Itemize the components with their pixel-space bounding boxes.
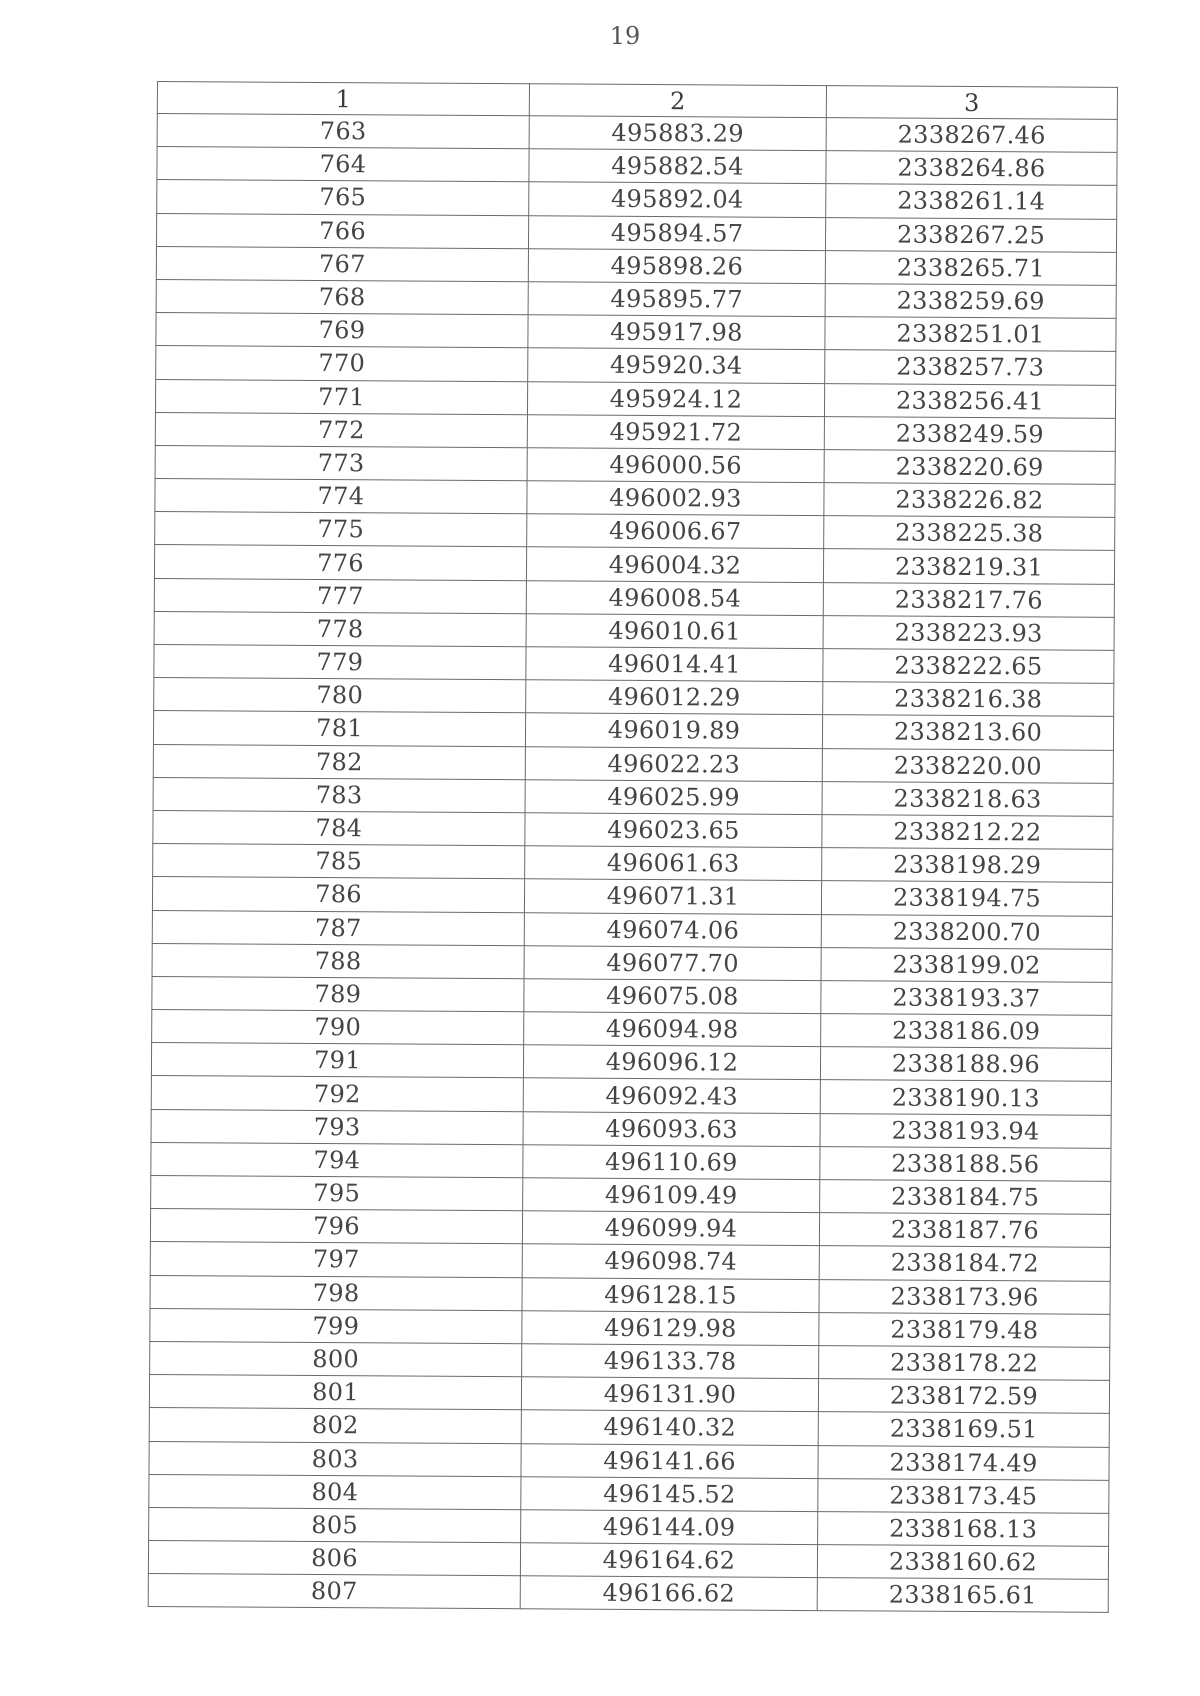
- point-number-cell: 764: [157, 147, 529, 182]
- coordinate-x-cell: 496098.74: [522, 1244, 819, 1279]
- point-number-cell: 767: [156, 246, 528, 281]
- coordinate-x-cell: 495895.77: [528, 282, 825, 317]
- point-number-cell: 802: [149, 1408, 521, 1443]
- point-number-cell: 791: [151, 1043, 523, 1078]
- coordinate-y-cell: 2338178.22: [819, 1346, 1110, 1381]
- coordinate-x-cell: 496093.63: [523, 1111, 820, 1146]
- coordinate-x-cell: 496019.89: [525, 713, 822, 748]
- coordinate-y-cell: 2338217.76: [823, 582, 1114, 617]
- coordinate-y-cell: 2338222.65: [823, 649, 1114, 684]
- point-number-cell: 800: [150, 1341, 522, 1376]
- coordinate-y-cell: 2338188.96: [820, 1047, 1111, 1082]
- point-number-cell: 772: [155, 412, 527, 447]
- coordinate-y-cell: 2338256.41: [824, 383, 1115, 418]
- point-number-cell: 785: [153, 844, 525, 879]
- page-number: 19: [609, 22, 641, 50]
- coordinate-x-cell: 496099.94: [522, 1211, 819, 1246]
- coordinate-y-cell: 2338179.48: [819, 1312, 1110, 1347]
- coordinate-x-cell: 496166.62: [520, 1576, 817, 1611]
- coordinate-x-cell: 496141.66: [521, 1443, 818, 1478]
- coordinate-y-cell: 2338169.51: [818, 1412, 1109, 1447]
- point-number-cell: 795: [151, 1175, 523, 1210]
- coordinate-y-cell: 2338218.63: [822, 781, 1113, 816]
- coordinate-table: [148, 81, 1118, 1613]
- coordinate-x-cell: 496008.54: [526, 580, 823, 615]
- coordinate-x-cell: 496077.70: [524, 945, 821, 980]
- coordinate-x-cell: 496061.63: [525, 846, 822, 881]
- point-number-cell: 779: [154, 644, 526, 679]
- coordinate-y-cell: 2338212.22: [822, 815, 1113, 850]
- coordinate-x-cell: 495917.98: [528, 315, 825, 350]
- coordinate-y-cell: 2338187.76: [819, 1213, 1110, 1248]
- coordinate-y-cell: 2338193.37: [821, 980, 1112, 1015]
- table-row: [148, 1574, 1108, 1613]
- coordinate-x-cell: 496004.32: [526, 547, 823, 582]
- coordinate-x-cell: 496133.78: [522, 1344, 819, 1379]
- point-number-cell: 796: [150, 1209, 522, 1244]
- coordinate-x-cell: 496023.65: [525, 813, 822, 848]
- point-number-cell: 787: [152, 910, 524, 945]
- coordinate-x-cell: 495892.04: [529, 182, 826, 217]
- point-number-cell: 770: [156, 346, 528, 381]
- coordinate-x-cell: 496144.09: [521, 1510, 818, 1545]
- coordinate-x-cell: 496074.06: [524, 912, 821, 947]
- coordinate-y-cell: 2338213.60: [822, 715, 1113, 750]
- coordinate-y-cell: 2338172.59: [818, 1379, 1109, 1414]
- point-number-cell: 776: [154, 545, 526, 580]
- coordinate-x-cell: 496128.15: [522, 1277, 819, 1312]
- coordinate-x-cell: 496025.99: [525, 780, 822, 815]
- coordinate-x-cell: 496006.67: [527, 514, 824, 549]
- point-number-cell: 806: [148, 1541, 520, 1576]
- coordinate-y-cell: 2338225.38: [824, 516, 1115, 551]
- coordinate-x-cell: 496010.61: [526, 614, 823, 649]
- coordinate-y-cell: 2338267.46: [826, 118, 1117, 153]
- coordinate-x-cell: 496129.98: [522, 1311, 819, 1346]
- coordinate-y-cell: 2338261.14: [826, 184, 1117, 219]
- coordinate-y-cell: 2338219.31: [823, 549, 1114, 584]
- coordinate-y-cell: 2338264.86: [826, 151, 1117, 186]
- point-number-cell: 780: [154, 678, 526, 713]
- point-number-cell: 793: [151, 1109, 523, 1144]
- point-number-cell: 789: [152, 976, 524, 1011]
- point-number-cell: 788: [152, 943, 524, 978]
- coordinate-y-cell: 2338168.13: [818, 1511, 1109, 1546]
- coordinate-y-cell: 2338259.69: [825, 284, 1116, 319]
- point-number-cell: 803: [149, 1441, 521, 1476]
- coordinate-x-cell: 495882.54: [529, 149, 826, 184]
- coordinate-x-cell: 495898.26: [528, 249, 825, 284]
- coordinate-y-cell: 2338160.62: [817, 1545, 1108, 1580]
- point-number-cell: 775: [155, 512, 527, 547]
- coordinate-x-cell: 496075.08: [524, 979, 821, 1014]
- point-number-cell: 782: [153, 744, 525, 779]
- column-header-1: 1: [157, 82, 529, 116]
- coordinate-y-cell: 2338251.01: [825, 317, 1116, 352]
- point-number-cell: 771: [155, 379, 527, 414]
- coordinate-x-cell: 496145.52: [521, 1476, 818, 1511]
- coordinate-x-cell: 495924.12: [527, 381, 824, 416]
- point-number-cell: 763: [157, 114, 529, 149]
- point-number-cell: 792: [151, 1076, 523, 1111]
- coordinate-y-cell: 2338190.13: [820, 1080, 1111, 1115]
- coordinate-y-cell: 2338193.94: [820, 1113, 1111, 1148]
- coordinate-y-cell: 2338186.09: [821, 1014, 1112, 1049]
- coordinate-y-cell: 2338200.70: [821, 914, 1112, 949]
- coordinate-y-cell: 2338267.25: [825, 217, 1116, 252]
- coordinate-x-cell: 496071.31: [524, 879, 821, 914]
- coordinate-x-cell: 496096.12: [523, 1045, 820, 1080]
- coordinate-y-cell: 2338188.56: [820, 1146, 1111, 1181]
- coordinate-x-cell: 496092.43: [523, 1078, 820, 1113]
- column-header-2: 2: [529, 84, 826, 118]
- coordinate-x-cell: 496002.93: [527, 481, 824, 516]
- point-number-cell: 774: [155, 479, 527, 514]
- coordinate-y-cell: 2338265.71: [825, 250, 1116, 285]
- coordinate-y-cell: 2338174.49: [818, 1445, 1109, 1480]
- coordinate-y-cell: 2338165.61: [817, 1578, 1108, 1613]
- point-number-cell: 805: [149, 1507, 521, 1542]
- coordinate-y-cell: 2338184.72: [819, 1246, 1110, 1281]
- point-number-cell: 769: [156, 313, 528, 348]
- point-number-cell: 801: [149, 1375, 521, 1410]
- coordinate-y-cell: 2338198.29: [822, 848, 1113, 883]
- coordinate-y-cell: 2338249.59: [824, 416, 1115, 451]
- point-number-cell: 797: [150, 1242, 522, 1277]
- coordinate-x-cell: 496094.98: [524, 1012, 821, 1047]
- coordinate-x-cell: 496110.69: [523, 1145, 820, 1180]
- coordinate-x-cell: 496000.56: [527, 448, 824, 483]
- coordinate-x-cell: 495921.72: [527, 414, 824, 449]
- coordinate-y-cell: 2338199.02: [821, 947, 1112, 982]
- coordinate-y-cell: 2338220.69: [824, 449, 1115, 484]
- coordinate-x-cell: 495883.29: [529, 116, 826, 151]
- coordinate-x-cell: 496022.23: [525, 746, 822, 781]
- coordinate-y-cell: 2338226.82: [824, 483, 1115, 518]
- coordinate-x-cell: 495894.57: [528, 215, 825, 250]
- point-number-cell: 799: [150, 1308, 522, 1343]
- point-number-cell: 765: [157, 180, 529, 215]
- point-number-cell: 773: [155, 445, 527, 480]
- coordinate-x-cell: 496140.32: [521, 1410, 818, 1445]
- point-number-cell: 804: [149, 1474, 521, 1509]
- point-number-cell: 777: [154, 578, 526, 613]
- coordinate-x-cell: 496012.29: [526, 680, 823, 715]
- point-number-cell: 786: [152, 877, 524, 912]
- point-number-cell: 768: [156, 279, 528, 314]
- point-number-cell: 766: [156, 213, 528, 248]
- coordinate-x-cell: 496109.49: [523, 1178, 820, 1213]
- point-number-cell: 781: [153, 711, 525, 746]
- coordinate-y-cell: 2338220.00: [822, 748, 1113, 783]
- coordinate-x-cell: 496164.62: [520, 1543, 817, 1578]
- point-number-cell: 784: [153, 810, 525, 845]
- coordinate-x-cell: 496014.41: [526, 647, 823, 682]
- coordinate-y-cell: 2338184.75: [820, 1180, 1111, 1215]
- coordinate-x-cell: 495920.34: [528, 348, 825, 383]
- point-number-cell: 807: [148, 1574, 520, 1609]
- column-header-3: 3: [826, 86, 1117, 120]
- coordinate-y-cell: 2338257.73: [825, 350, 1116, 385]
- coordinate-y-cell: 2338194.75: [821, 881, 1112, 916]
- coordinate-y-cell: 2338223.93: [823, 615, 1114, 650]
- coordinate-y-cell: 2338173.96: [819, 1279, 1110, 1314]
- point-number-cell: 798: [150, 1275, 522, 1310]
- point-number-cell: 794: [151, 1142, 523, 1177]
- coordinate-x-cell: 496131.90: [521, 1377, 818, 1412]
- table-body: [148, 114, 1117, 1613]
- point-number-cell: 790: [152, 1010, 524, 1045]
- coordinate-y-cell: 2338216.38: [823, 682, 1114, 717]
- point-number-cell: 783: [153, 777, 525, 812]
- coordinate-y-cell: 2338173.45: [818, 1478, 1109, 1513]
- point-number-cell: 778: [154, 611, 526, 646]
